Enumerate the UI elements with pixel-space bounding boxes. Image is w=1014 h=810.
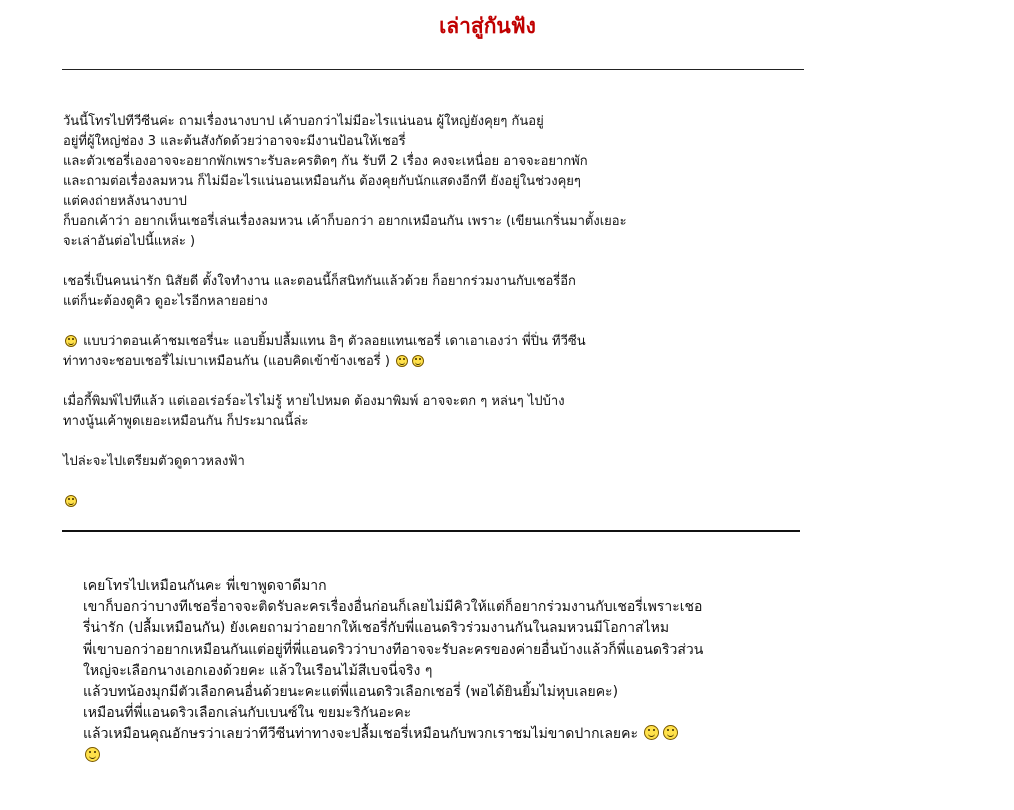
text-line: ก็บอกเค้าว่า อยากเห็นเชอรี่เล่นเรื่องลมหวน เค้าก็บอกว่า อยากเหมือนกัน เพราะ (เขียนเกริ่นมาตั้งเยอะ	[63, 214, 627, 229]
paragraph-6	[63, 492, 783, 512]
text-segment: แล้วเหมือนคุณอักษรว่าเลยว่าทีวีซีนท่าทางจะปลื้มเชอรี่เหมือนกับพวกเราชมไม่ขาดปากเลยคะ	[83, 726, 639, 743]
text-line: เหมือนที่พี่แอนดริวเลือกเล่นกับเบนซ์ใน ขยมะริกันอะคะ	[83, 705, 412, 722]
paragraph-4	[63, 392, 783, 432]
text-line: และตัวเชอรี่เองอาจจะอยากพักเพราะรับละครติดๆ กัน รับที 2 เรื่อง คงจะเหนื่อย อาจจะอยากพัก	[63, 154, 588, 169]
text-line: ทางนู้นเค้าพูดเยอะเหมือนกัน ก็ประมาณนี้ล่ะ	[63, 414, 309, 429]
text-line: แต่คงถ่ายหลังนางบาป	[63, 194, 187, 209]
emoticon-line	[63, 492, 783, 512]
paragraph-1	[63, 112, 783, 252]
text-line: และถามต่อเรื่องลมหวน ก็ไม่มีอะไรแน่นอนเหมือนกัน ต้องคุยกับนักแสดงอีกที ยังอยู่ในช่วงคุยๆ	[63, 174, 581, 189]
text-line: ไปล่ะจะไปเตรียมตัวดูดาวหลงฟ้า	[63, 454, 245, 469]
page-title: เล่าสู่กันฟัง	[439, 14, 536, 38]
top-divider	[62, 69, 804, 70]
text-line: พี่เขาบอกว่าอยากเหมือนกันแต่อยู่ที่พี่แอนดริวว่าบางทีอาจจะรับละครของค่ายอื่นบ้างแล้วก็พี่แอนดริวส่วน	[83, 641, 704, 658]
smiley-icon	[85, 747, 100, 762]
text-line: ใหญ่จะเลือกนางเอกเองด้วยคะ แล้วในเรือนไม้สีเบจนี่จริง ๆ	[83, 662, 433, 679]
paragraph-3	[63, 332, 783, 372]
post-1	[63, 112, 783, 532]
text-line: อยู่ที่ผู้ใหญ่ช่อง 3 และต้นสังกัดด้วยว่าอาจจะมีงานป้อนให้เชอรี่	[63, 134, 406, 149]
paragraph-2	[63, 272, 783, 312]
text-line: เชอรี่เป็นคนน่ารัก นิสัยดี ตั้งใจทำงาน และตอนนี้ก็สนิทกันแล้วด้วย ก็อยากร่วมงานกับเชอรี่อีก	[63, 274, 576, 289]
smiley-icon	[65, 335, 77, 347]
text-segment: แบบว่าตอนเค้าชมเชอรี่นะ แอบยิ้มปลื้มแทน อิๆ ตัวลอยแทนเชอรี่ เดาเอาเองว่า พี่ปิ่น ทีวีซีน	[83, 334, 586, 349]
post-2	[83, 576, 803, 767]
section-divider	[62, 530, 800, 532]
text-line: เมื่อกี้พิมพ์ไปทีแล้ว แต่เออเร่อร์อะไรไม่รู้ หายไปหมด ต้องมาพิมพ์ อาจจะตก ๆ หล่นๆ ไปบ้าง	[63, 394, 565, 409]
smiley-icon	[644, 725, 659, 740]
paragraph-5	[63, 452, 783, 472]
text-line-with-emoticon	[63, 352, 783, 372]
text-line: เคยโทรไปเหมือนกันคะ พี่เขาพูดจาดีมาก	[83, 578, 327, 594]
smiley-icon	[412, 355, 424, 367]
text-line-with-emoticon	[63, 332, 783, 352]
smiley-icon	[396, 355, 408, 367]
smiley-icon	[663, 725, 678, 740]
text-line: แต่ก็นะต้องดูคิว ดูอะไรอีกหลายอย่าง	[63, 294, 268, 309]
emoticon-line	[83, 746, 803, 767]
smiley-icon	[65, 495, 77, 507]
text-line: รี่น่ารัก (ปลื้มเหมือนกัน) ยังเคยถามว่าอยากให้เชอรี่กับพี่แอนดริวร่วมงานกันในลมหวนมีโอกาสไหม	[83, 620, 670, 637]
text-line: เขาก็บอกว่าบางทีเชอรี่อาจจะติดรับละครเรื่องอื่นก่อนก็เลยไม่มีคิวให้แต่ก็อยากร่วมงานกับเชอรี่เพราะเชอ	[83, 599, 703, 616]
text-line: จะเล่าอันต่อไปนี้แหล่ะ )	[63, 234, 196, 249]
text-line-with-emoticon	[83, 724, 803, 745]
text-line: แล้วบทน้องมุกมีตัวเลือกคนอื่นด้วยนะคะแต่พี่แอนดริวเลือกเชอรี่ (พอได้ยินยิ้มไม่หุบเลยคะ)	[83, 684, 619, 701]
text-segment: ท่าทางจะชอบเชอรี่ไม่เบาเหมือนกัน (แอบคิดเข้าข้างเชอรี่ )	[63, 354, 390, 369]
text-line: วันนี้โทรไปทีวีซีนค่ะ ถามเรื่องนางบาป เค้าบอกว่าไม่มีอะไรแน่นอน ผู้ใหญ่ยังคุยๆ กันอยู่	[63, 114, 544, 129]
